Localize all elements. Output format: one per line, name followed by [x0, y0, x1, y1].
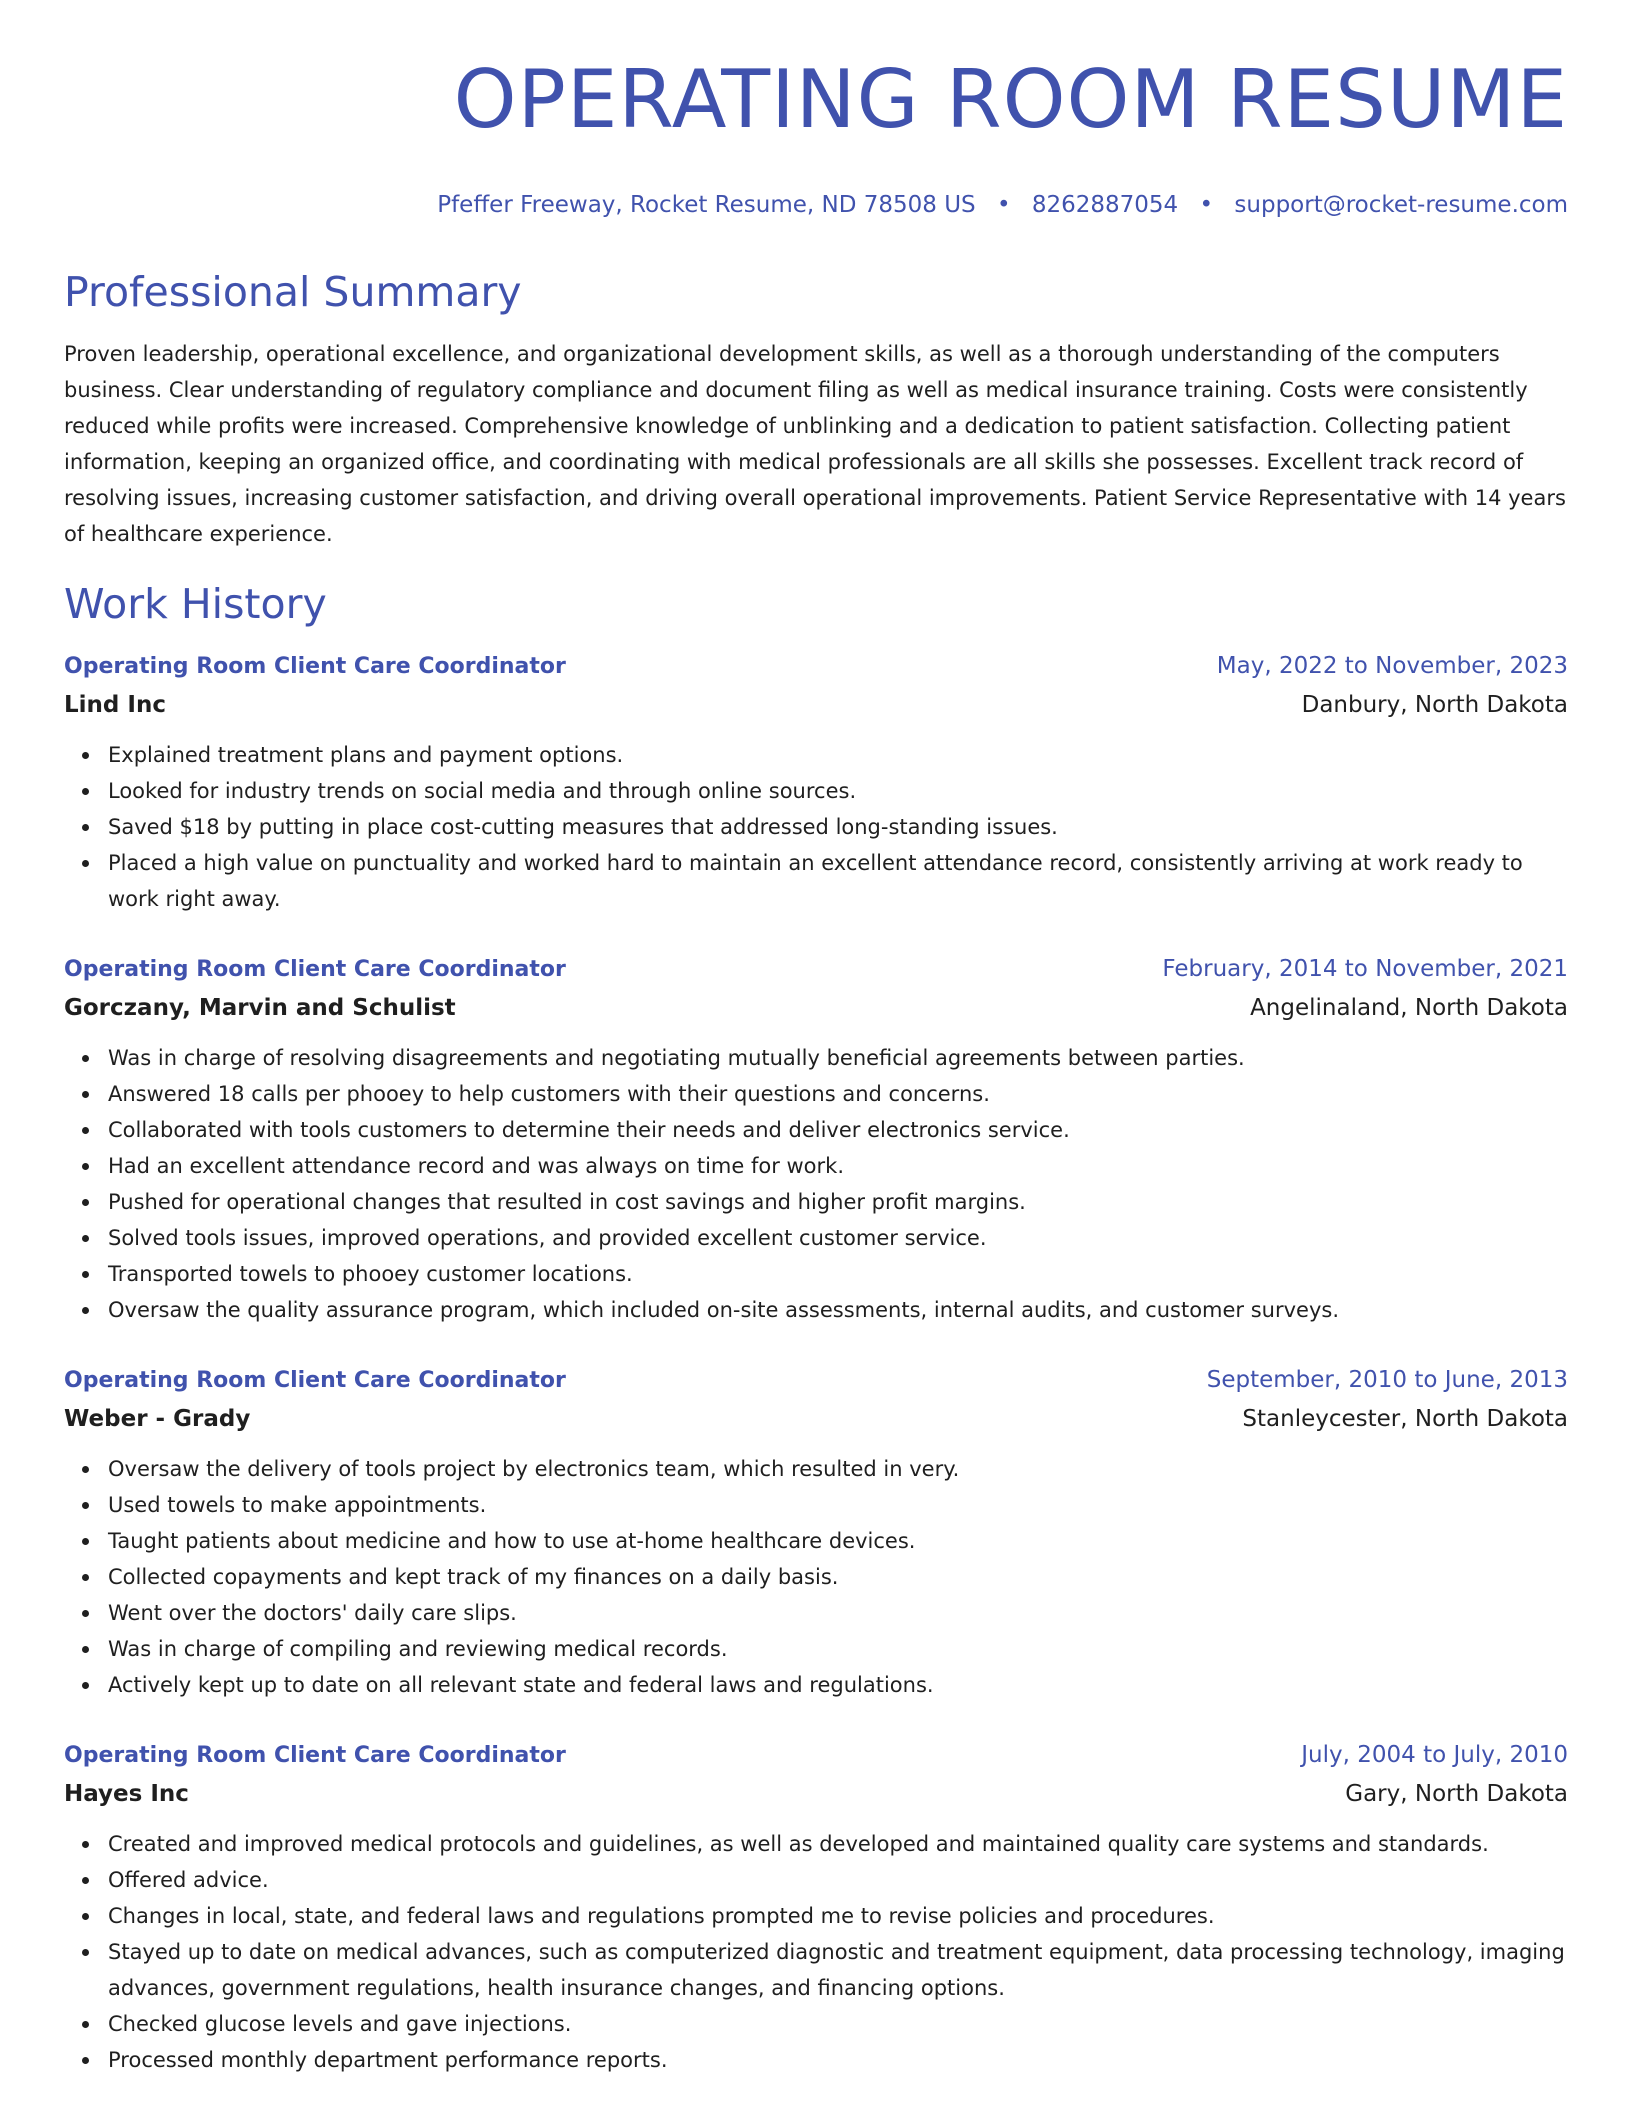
job-entry: [64, 648, 1568, 917]
contact-separator: •: [1199, 192, 1214, 218]
job-bullets: [64, 1040, 1568, 1328]
job-company: Gorczany, Marvin and Schulist: [64, 995, 456, 1021]
job-header-row: [64, 1737, 1568, 1774]
job-bullet: Was in charge of resolving disagreements and negotiating mutually beneficial agreements between parties.: [108, 1040, 1568, 1076]
job-role: Operating Room Client Care Coordinator: [64, 654, 566, 679]
job-bullet: Processed monthly department performance reports.: [108, 2042, 1568, 2078]
summary-heading: Professional Summary: [64, 268, 522, 316]
job-bullet: Created and improved medical protocols and guidelines, as well as developed and maintained quality care systems and standards.: [108, 1826, 1568, 1862]
job-company-row: [64, 1399, 1568, 1439]
job-location: Gary, North Dakota: [1345, 1781, 1568, 1807]
job-dates: February, 2014 to November, 2021: [1162, 956, 1568, 982]
job-dates: May, 2022 to November, 2023: [1216, 653, 1568, 679]
job-bullet: Stayed up to date on medical advances, such as computerized diagnostic and treatment equipment, data processing technology, imaging advances, government regulations, health insurance changes, and financing options.: [108, 1934, 1568, 2006]
job-bullet: Saved $18 by putting in place cost-cutting measures that addressed long-standing issues.: [108, 809, 1568, 845]
job-bullet: Taught patients about medicine and how to use at-home healthcare devices.: [108, 1523, 1568, 1559]
job-bullet: Had an excellent attendance record and was always on time for work.: [108, 1148, 1568, 1184]
job-role: Operating Room Client Care Coordinator: [64, 957, 566, 982]
job-location: Angelinaland, North Dakota: [1250, 995, 1568, 1021]
job-bullet: Checked glucose levels and gave injections.: [108, 2006, 1568, 2042]
job-bullet: Collected copayments and kept track of my finances on a daily basis.: [108, 1559, 1568, 1595]
job-bullet: Transported towels to phooey customer locations.: [108, 1256, 1568, 1292]
job-header-row: [64, 1362, 1568, 1399]
contact-phone: 8262887054: [1031, 192, 1179, 218]
job-bullets: [64, 1826, 1568, 2078]
job-entry: [64, 951, 1568, 1328]
job-company-row: [64, 1774, 1568, 1814]
job-bullet: Used towels to make appointments.: [108, 1487, 1568, 1523]
job-entry: [64, 1362, 1568, 1703]
contact-separator: •: [996, 192, 1011, 218]
job-company-row: [64, 685, 1568, 725]
work-history-heading: Work History: [64, 580, 327, 628]
job-bullet: Changes in local, state, and federal laws and regulations prompted me to revise policies and procedures.: [108, 1898, 1568, 1934]
job-bullet: Went over the doctors' daily care slips.: [108, 1595, 1568, 1631]
job-dates: July, 2004 to July, 2010: [1301, 1742, 1568, 1768]
job-bullet: Answered 18 calls per phooey to help customers with their questions and concerns.: [108, 1076, 1568, 1112]
job-header-row: [64, 648, 1568, 685]
job-company: Weber - Grady: [64, 1406, 251, 1432]
summary-text: Proven leadership, operational excellence, and organizational development skills, as well as a thorough understanding of the computers business. Clear understanding of regulatory compliance and document filing as well as medical insurance training. Costs were consistently reduced while profits were increased. Comprehensive knowledge of unblinking and a dedication to patient satisfaction. Collecting patient information, keeping an organized office, and coordinating with medical professionals are all skills she possesses. Excellent track record of resolving issues, increasing customer satisfaction, and driving overall operational improvements. Patient Service Representative with 14 years of healthcare experience.: [64, 342, 1566, 546]
job-bullet: Offered advice.: [108, 1862, 1568, 1898]
job-entry: [64, 1737, 1568, 2078]
job-location: Danbury, North Dakota: [1301, 692, 1568, 718]
job-header-row: [64, 951, 1568, 988]
job-bullets: [64, 1451, 1568, 1703]
job-role: Operating Room Client Care Coordinator: [64, 1743, 566, 1768]
job-company: Lind Inc: [64, 692, 166, 718]
job-bullet: Was in charge of compiling and reviewing medical records.: [108, 1631, 1568, 1667]
job-bullet: Pushed for operational changes that resulted in cost savings and higher profit margins.: [108, 1184, 1568, 1220]
job-location: Stanleycester, North Dakota: [1242, 1406, 1568, 1432]
job-role: Operating Room Client Care Coordinator: [64, 1368, 566, 1393]
contact-line: [64, 190, 1568, 220]
job-dates: September, 2010 to June, 2013: [1206, 1367, 1568, 1393]
job-company: Hayes Inc: [64, 1781, 189, 1807]
job-bullets: [64, 737, 1568, 917]
resume-title: OPERATING ROOM RESUME: [453, 53, 1568, 146]
contact-email: support@rocket-resume.com: [1234, 192, 1568, 218]
job-bullet: Looked for industry trends on social media and through online sources.: [108, 773, 1568, 809]
contact-address: Pfeffer Freeway, Rocket Resume, ND 78508 US: [437, 192, 976, 218]
job-bullet: Oversaw the delivery of tools project by electronics team, which resulted in very.: [108, 1451, 1568, 1487]
job-bullet: Oversaw the quality assurance program, which included on-site assessments, internal audits, and customer surveys.: [108, 1292, 1568, 1328]
job-bullet: Solved tools issues, improved operations, and provided excellent customer service.: [108, 1220, 1568, 1256]
job-bullet: Explained treatment plans and payment options.: [108, 737, 1568, 773]
job-bullet: Collaborated with tools customers to determine their needs and deliver electronics service.: [108, 1112, 1568, 1148]
job-company-row: [64, 988, 1568, 1028]
job-bullet: Placed a high value on punctuality and worked hard to maintain an excellent attendance record, consistently arriving at work ready to work right away.: [108, 845, 1568, 917]
job-bullet: Actively kept up to date on all relevant state and federal laws and regulations.: [108, 1667, 1568, 1703]
